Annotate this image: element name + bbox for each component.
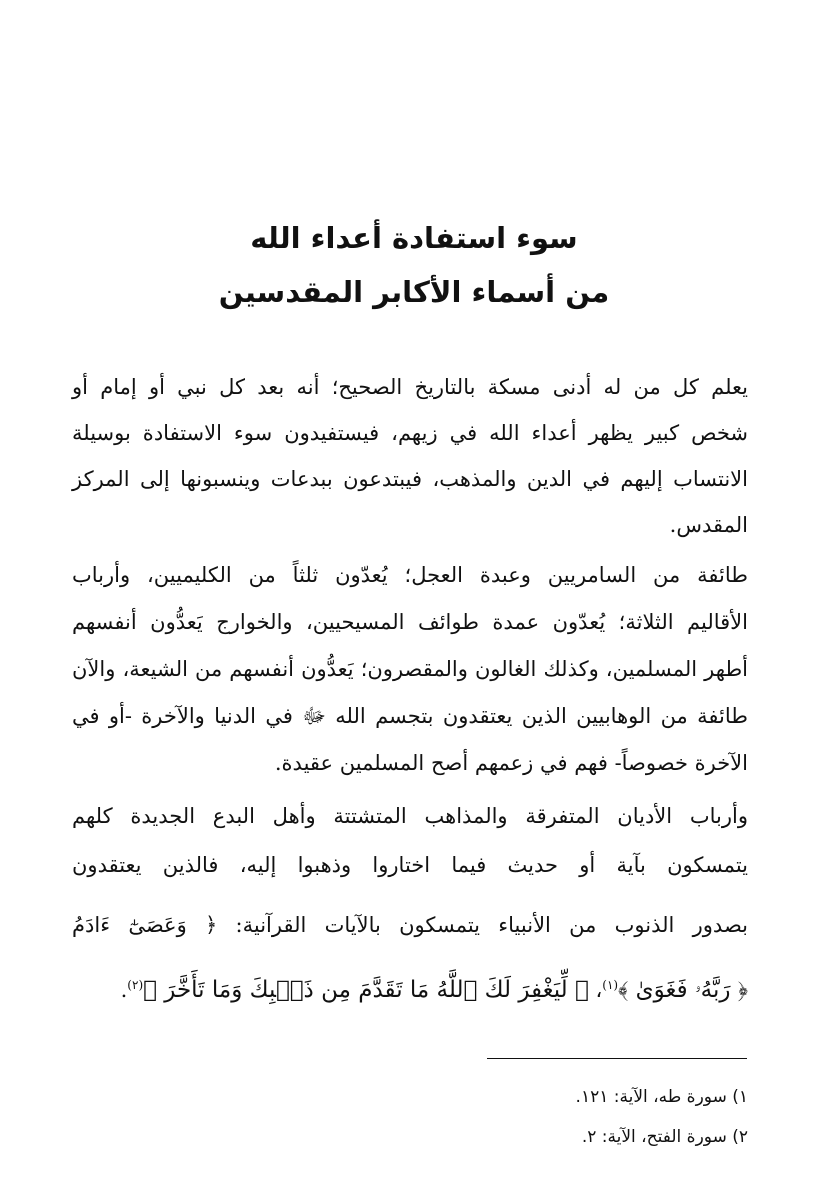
page-title-line-2: من أسماء الأكابر المقدسين [218, 275, 610, 309]
body-line-1: يعلم كل من له أدنى مسكة بالتاريخ الصحيح؛ أنه بعد كل نبي أو إمام أو [72, 375, 748, 399]
bracket-open-icon: ﴿ [567, 977, 589, 1003]
footnote-1: ١) سورة طه، الآية: ١٢١. [575, 1087, 748, 1107]
body-line-2: شخص كبير يظهر أعداء الله في زيهم، فيستفيدون سوء الاستفادة بوسيلة [72, 421, 748, 445]
body-line-10: وأرباب الأديان المتفرقة والمذاهب المتشتتة وأهل البدع الجديدة كلهم [72, 804, 748, 828]
body-line-8: طائفة من الوهابيين الذين يعتقدون بتجسم الله ﷻ في الدنيا والآخرة -أو في [72, 704, 748, 728]
footnote-divider [487, 1058, 747, 1059]
body-line-11: يتمسكون بآية أو حديث فيما اختاروا وذهبوا إليه، فالذين يعتقدون [72, 853, 748, 877]
bracket-close-icon: ﴾ [143, 977, 165, 1003]
verse-separator: ، [588, 978, 603, 1002]
body-line-6: الأقاليم الثلاثة؛ يُعدّون عمدة طوائف المسيحيين، والخوارج يَعدُّون أنفسهم [72, 610, 748, 634]
page-title-line-1: سوء استفادة أعداء الله [250, 221, 578, 255]
quran-verse-1: رَبَّهُۥ فَغَوَىٰ [635, 977, 731, 1003]
footnote-ref-2: (٢) [127, 978, 144, 992]
quran-verse-line [72, 970, 748, 1005]
body-line-9: الآخرة خصوصاً- فهم في زعمهم أصح المسلمين عقيدة. [274, 751, 748, 775]
footnote-ref-1: (١) [602, 978, 619, 992]
body-line-5: طائفة من السامريين وعبدة العجل؛ يُعدّون ثلثاً من الكليميين، وأرباب [72, 563, 748, 587]
body-line-3: الانتساب إليهم في الدين والمذهب، فيبتدعون ببدعات وينسبونها إلى المركز [72, 467, 748, 491]
footnote-2: ٢) سورة الفتح، الآية: ٢. [581, 1127, 748, 1147]
body-line-7: أطهر المسلمين، وكذلك الغالون والمقصرون؛ يَعدُّون أنفسهم من الشيعة، والآن [72, 657, 748, 681]
body-line-12: بصدور الذنوب من الأنبياء يتمسكون بالآيات القرآنية: ﴿ وَعَصَىٰٓ ءَادَمُ [72, 913, 748, 937]
verse-end-period: . [120, 978, 128, 1002]
bracket-close-icon: ﴾ [618, 977, 636, 1003]
quran-verse-2: لِّيَغْفِرَ لَكَ ٱللَّهُ مَا تَقَدَّمَ مِن ذَنۢبِكَ وَمَا تَأَخَّرَ [164, 977, 568, 1003]
bracket-open-icon: ﴿ [730, 977, 748, 1003]
body-line-4: المقدس. [669, 513, 748, 537]
